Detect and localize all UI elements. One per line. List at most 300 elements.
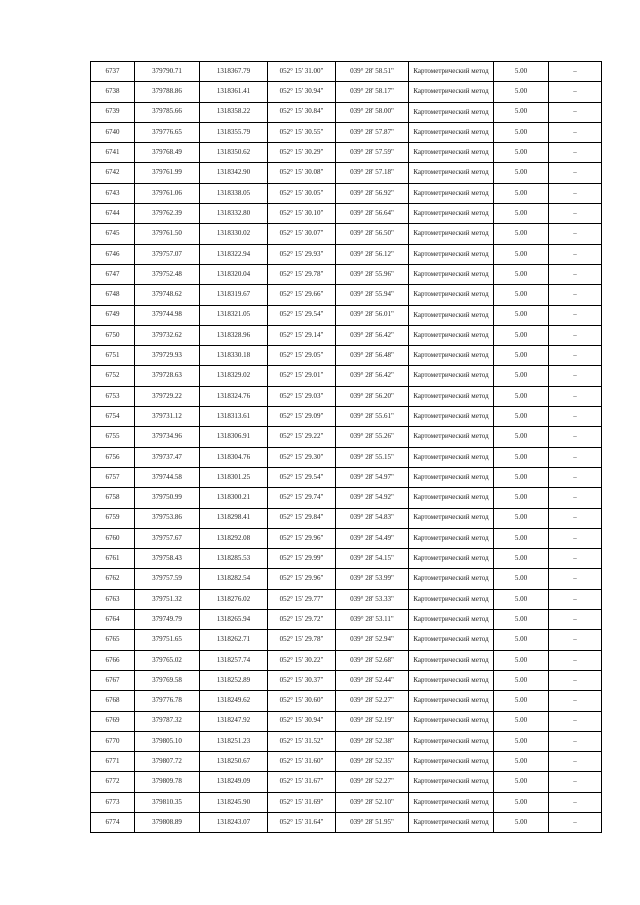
table-row	[91, 427, 602, 447]
table-row	[91, 407, 602, 427]
x-coordinate-cell: 379761.06	[135, 183, 200, 203]
x-coordinate-cell: 379752.48	[135, 264, 200, 284]
longitude-cell: 039° 28' 52.94"	[336, 630, 409, 650]
y-coordinate-cell: 1318338.05	[200, 183, 268, 203]
point-number-cell: 6749	[91, 305, 135, 325]
note-cell: –	[549, 569, 602, 589]
y-coordinate-cell: 1318249.09	[200, 772, 268, 792]
x-coordinate-cell: 379788.86	[135, 82, 200, 102]
table-row	[91, 204, 602, 224]
method-cell: Картометрический метод	[409, 204, 494, 224]
table-row	[91, 589, 602, 609]
y-coordinate-cell: 1318319.67	[200, 285, 268, 305]
note-cell: –	[549, 630, 602, 650]
point-number-cell: 6765	[91, 630, 135, 650]
accuracy-cell: 5.00	[494, 183, 549, 203]
x-coordinate-cell: 379750.99	[135, 488, 200, 508]
table-row	[91, 183, 602, 203]
accuracy-cell: 5.00	[494, 792, 549, 812]
note-cell: –	[549, 325, 602, 345]
table-row	[91, 549, 602, 569]
latitude-cell: 052° 15' 29.54"	[268, 467, 336, 487]
latitude-cell: 052° 15' 29.84"	[268, 508, 336, 528]
latitude-cell: 052° 15' 30.22"	[268, 650, 336, 670]
x-coordinate-cell: 379749.79	[135, 610, 200, 630]
point-number-cell: 6756	[91, 447, 135, 467]
note-cell: –	[549, 447, 602, 467]
table-row	[91, 630, 602, 650]
accuracy-cell: 5.00	[494, 528, 549, 548]
table-row	[91, 102, 602, 122]
note-cell: –	[549, 285, 602, 305]
latitude-cell: 052° 15' 30.55"	[268, 122, 336, 142]
table-row	[91, 447, 602, 467]
point-number-cell: 6769	[91, 711, 135, 731]
accuracy-cell: 5.00	[494, 264, 549, 284]
y-coordinate-cell: 1318298.41	[200, 508, 268, 528]
point-number-cell: 6748	[91, 285, 135, 305]
longitude-cell: 039° 28' 52.27"	[336, 691, 409, 711]
latitude-cell: 052° 15' 31.60"	[268, 752, 336, 772]
y-coordinate-cell: 1318330.18	[200, 346, 268, 366]
accuracy-cell: 5.00	[494, 589, 549, 609]
method-cell: Картометрический метод	[409, 285, 494, 305]
x-coordinate-cell: 379748.62	[135, 285, 200, 305]
point-number-cell: 6744	[91, 204, 135, 224]
method-cell: Картометрический метод	[409, 82, 494, 102]
y-coordinate-cell: 1318301.25	[200, 467, 268, 487]
x-coordinate-cell: 379757.67	[135, 528, 200, 548]
accuracy-cell: 5.00	[494, 204, 549, 224]
table-row	[91, 325, 602, 345]
x-coordinate-cell: 379768.49	[135, 143, 200, 163]
accuracy-cell: 5.00	[494, 549, 549, 569]
note-cell: –	[549, 62, 602, 82]
y-coordinate-cell: 1318324.76	[200, 386, 268, 406]
x-coordinate-cell: 379761.50	[135, 224, 200, 244]
method-cell: Картометрический метод	[409, 549, 494, 569]
longitude-cell: 039° 28' 54.83"	[336, 508, 409, 528]
longitude-cell: 039° 28' 57.87"	[336, 122, 409, 142]
accuracy-cell: 5.00	[494, 285, 549, 305]
y-coordinate-cell: 1318320.04	[200, 264, 268, 284]
method-cell: Картометрический метод	[409, 772, 494, 792]
longitude-cell: 039° 28' 58.17"	[336, 82, 409, 102]
method-cell: Картометрический метод	[409, 305, 494, 325]
method-cell: Картометрический метод	[409, 346, 494, 366]
note-cell: –	[549, 610, 602, 630]
accuracy-cell: 5.00	[494, 143, 549, 163]
point-number-cell: 6747	[91, 264, 135, 284]
point-number-cell: 6772	[91, 772, 135, 792]
latitude-cell: 052° 15' 30.05"	[268, 183, 336, 203]
method-cell: Картометрический метод	[409, 691, 494, 711]
table-row	[91, 366, 602, 386]
accuracy-cell: 5.00	[494, 386, 549, 406]
accuracy-cell: 5.00	[494, 224, 549, 244]
x-coordinate-cell: 379732.62	[135, 325, 200, 345]
table-row	[91, 488, 602, 508]
accuracy-cell: 5.00	[494, 711, 549, 731]
accuracy-cell: 5.00	[494, 772, 549, 792]
y-coordinate-cell: 1318257.74	[200, 650, 268, 670]
accuracy-cell: 5.00	[494, 62, 549, 82]
note-cell: –	[549, 812, 602, 832]
note-cell: –	[549, 691, 602, 711]
method-cell: Картометрический метод	[409, 143, 494, 163]
method-cell: Картометрический метод	[409, 488, 494, 508]
note-cell: –	[549, 244, 602, 264]
x-coordinate-cell: 379751.65	[135, 630, 200, 650]
longitude-cell: 039° 28' 56.20"	[336, 386, 409, 406]
note-cell: –	[549, 305, 602, 325]
y-coordinate-cell: 1318332.80	[200, 204, 268, 224]
coordinates-table	[90, 61, 602, 833]
table-row	[91, 508, 602, 528]
longitude-cell: 039° 28' 56.50"	[336, 224, 409, 244]
latitude-cell: 052° 15' 30.08"	[268, 163, 336, 183]
x-coordinate-cell: 379810.35	[135, 792, 200, 812]
note-cell: –	[549, 366, 602, 386]
longitude-cell: 039° 28' 54.15"	[336, 549, 409, 569]
longitude-cell: 039° 28' 52.10"	[336, 792, 409, 812]
y-coordinate-cell: 1318251.23	[200, 731, 268, 751]
point-number-cell: 6757	[91, 467, 135, 487]
table-row	[91, 650, 602, 670]
method-cell: Картометрический метод	[409, 467, 494, 487]
method-cell: Картометрический метод	[409, 630, 494, 650]
longitude-cell: 039° 28' 53.11"	[336, 610, 409, 630]
table-row	[91, 264, 602, 284]
longitude-cell: 039° 28' 56.48"	[336, 346, 409, 366]
table-row	[91, 772, 602, 792]
note-cell: –	[549, 752, 602, 772]
point-number-cell: 6741	[91, 143, 135, 163]
note-cell: –	[549, 183, 602, 203]
accuracy-cell: 5.00	[494, 670, 549, 690]
accuracy-cell: 5.00	[494, 366, 549, 386]
accuracy-cell: 5.00	[494, 488, 549, 508]
y-coordinate-cell: 1318329.02	[200, 366, 268, 386]
point-number-cell: 6766	[91, 650, 135, 670]
accuracy-cell: 5.00	[494, 650, 549, 670]
table-row	[91, 244, 602, 264]
latitude-cell: 052° 15' 29.66"	[268, 285, 336, 305]
method-cell: Картометрический метод	[409, 163, 494, 183]
table-row	[91, 143, 602, 163]
table-row	[91, 224, 602, 244]
accuracy-cell: 5.00	[494, 731, 549, 751]
method-cell: Картометрический метод	[409, 812, 494, 832]
longitude-cell: 039° 28' 52.44"	[336, 670, 409, 690]
table-row	[91, 711, 602, 731]
table-row	[91, 569, 602, 589]
point-number-cell: 6768	[91, 691, 135, 711]
longitude-cell: 039° 28' 57.59"	[336, 143, 409, 163]
y-coordinate-cell: 1318282.54	[200, 569, 268, 589]
coordinates-table-body	[91, 62, 602, 833]
note-cell: –	[549, 670, 602, 690]
method-cell: Картометрический метод	[409, 386, 494, 406]
x-coordinate-cell: 379808.89	[135, 812, 200, 832]
point-number-cell: 6740	[91, 122, 135, 142]
x-coordinate-cell: 379776.78	[135, 691, 200, 711]
method-cell: Картометрический метод	[409, 670, 494, 690]
latitude-cell: 052° 15' 31.67"	[268, 772, 336, 792]
point-number-cell: 6763	[91, 589, 135, 609]
x-coordinate-cell: 379807.72	[135, 752, 200, 772]
y-coordinate-cell: 1318350.62	[200, 143, 268, 163]
method-cell: Картометрический метод	[409, 183, 494, 203]
x-coordinate-cell: 379785.66	[135, 102, 200, 122]
x-coordinate-cell: 379757.59	[135, 569, 200, 589]
point-number-cell: 6761	[91, 549, 135, 569]
table-row	[91, 386, 602, 406]
accuracy-cell: 5.00	[494, 467, 549, 487]
point-number-cell: 6754	[91, 407, 135, 427]
point-number-cell: 6752	[91, 366, 135, 386]
accuracy-cell: 5.00	[494, 244, 549, 264]
note-cell: –	[549, 488, 602, 508]
y-coordinate-cell: 1318342.90	[200, 163, 268, 183]
y-coordinate-cell: 1318285.53	[200, 549, 268, 569]
method-cell: Картометрический метод	[409, 325, 494, 345]
latitude-cell: 052° 15' 29.01"	[268, 366, 336, 386]
latitude-cell: 052° 15' 29.96"	[268, 569, 336, 589]
table-row	[91, 812, 602, 832]
accuracy-cell: 5.00	[494, 122, 549, 142]
y-coordinate-cell: 1318358.22	[200, 102, 268, 122]
method-cell: Картометрический метод	[409, 752, 494, 772]
y-coordinate-cell: 1318330.02	[200, 224, 268, 244]
note-cell: –	[549, 386, 602, 406]
method-cell: Картометрический метод	[409, 122, 494, 142]
accuracy-cell: 5.00	[494, 752, 549, 772]
method-cell: Картометрический метод	[409, 102, 494, 122]
y-coordinate-cell: 1318276.02	[200, 589, 268, 609]
longitude-cell: 039° 28' 54.49"	[336, 528, 409, 548]
longitude-cell: 039° 28' 52.27"	[336, 772, 409, 792]
note-cell: –	[549, 467, 602, 487]
x-coordinate-cell: 379809.78	[135, 772, 200, 792]
x-coordinate-cell: 379734.96	[135, 427, 200, 447]
latitude-cell: 052° 15' 30.10"	[268, 204, 336, 224]
longitude-cell: 039° 28' 53.99"	[336, 569, 409, 589]
latitude-cell: 052° 15' 29.22"	[268, 427, 336, 447]
accuracy-cell: 5.00	[494, 82, 549, 102]
accuracy-cell: 5.00	[494, 569, 549, 589]
longitude-cell: 039° 28' 53.33"	[336, 589, 409, 609]
point-number-cell: 6755	[91, 427, 135, 447]
method-cell: Картометрический метод	[409, 447, 494, 467]
point-number-cell: 6771	[91, 752, 135, 772]
y-coordinate-cell: 1318306.91	[200, 427, 268, 447]
table-row	[91, 346, 602, 366]
latitude-cell: 052° 15' 31.64"	[268, 812, 336, 832]
longitude-cell: 039° 28' 54.97"	[336, 467, 409, 487]
latitude-cell: 052° 15' 30.94"	[268, 82, 336, 102]
accuracy-cell: 5.00	[494, 163, 549, 183]
method-cell: Картометрический метод	[409, 650, 494, 670]
note-cell: –	[549, 711, 602, 731]
accuracy-cell: 5.00	[494, 305, 549, 325]
accuracy-cell: 5.00	[494, 427, 549, 447]
point-number-cell: 6737	[91, 62, 135, 82]
y-coordinate-cell: 1318361.41	[200, 82, 268, 102]
accuracy-cell: 5.00	[494, 610, 549, 630]
method-cell: Картометрический метод	[409, 244, 494, 264]
method-cell: Картометрический метод	[409, 610, 494, 630]
latitude-cell: 052° 15' 29.09"	[268, 407, 336, 427]
x-coordinate-cell: 379765.02	[135, 650, 200, 670]
accuracy-cell: 5.00	[494, 630, 549, 650]
table-row	[91, 731, 602, 751]
method-cell: Картометрический метод	[409, 731, 494, 751]
note-cell: –	[549, 427, 602, 447]
longitude-cell: 039° 28' 57.18"	[336, 163, 409, 183]
note-cell: –	[549, 264, 602, 284]
x-coordinate-cell: 379757.07	[135, 244, 200, 264]
accuracy-cell: 5.00	[494, 447, 549, 467]
latitude-cell: 052° 15' 29.77"	[268, 589, 336, 609]
note-cell: –	[549, 549, 602, 569]
y-coordinate-cell: 1318247.92	[200, 711, 268, 731]
table-row	[91, 691, 602, 711]
note-cell: –	[549, 143, 602, 163]
latitude-cell: 052° 15' 31.69"	[268, 792, 336, 812]
table-row	[91, 285, 602, 305]
y-coordinate-cell: 1318262.71	[200, 630, 268, 650]
x-coordinate-cell: 379787.32	[135, 711, 200, 731]
latitude-cell: 052° 15' 30.29"	[268, 143, 336, 163]
method-cell: Картометрический метод	[409, 366, 494, 386]
x-coordinate-cell: 379769.58	[135, 670, 200, 690]
point-number-cell: 6758	[91, 488, 135, 508]
accuracy-cell: 5.00	[494, 812, 549, 832]
table-row	[91, 122, 602, 142]
longitude-cell: 039° 28' 58.00"	[336, 102, 409, 122]
longitude-cell: 039° 28' 58.51"	[336, 62, 409, 82]
longitude-cell: 039° 28' 51.95"	[336, 812, 409, 832]
point-number-cell: 6762	[91, 569, 135, 589]
method-cell: Картометрический метод	[409, 589, 494, 609]
table-row	[91, 82, 602, 102]
y-coordinate-cell: 1318313.61	[200, 407, 268, 427]
x-coordinate-cell: 379737.47	[135, 447, 200, 467]
note-cell: –	[549, 731, 602, 751]
y-coordinate-cell: 1318328.96	[200, 325, 268, 345]
x-coordinate-cell: 379753.86	[135, 508, 200, 528]
point-number-cell: 6753	[91, 386, 135, 406]
method-cell: Картометрический метод	[409, 224, 494, 244]
longitude-cell: 039° 28' 55.96"	[336, 264, 409, 284]
method-cell: Картометрический метод	[409, 569, 494, 589]
point-number-cell: 6767	[91, 670, 135, 690]
method-cell: Картометрический метод	[409, 62, 494, 82]
note-cell: –	[549, 528, 602, 548]
longitude-cell: 039° 28' 54.92"	[336, 488, 409, 508]
point-number-cell: 6760	[91, 528, 135, 548]
point-number-cell: 6764	[91, 610, 135, 630]
x-coordinate-cell: 379731.12	[135, 407, 200, 427]
latitude-cell: 052° 15' 29.78"	[268, 264, 336, 284]
table-row	[91, 610, 602, 630]
accuracy-cell: 5.00	[494, 325, 549, 345]
x-coordinate-cell: 379728.63	[135, 366, 200, 386]
table-row	[91, 528, 602, 548]
longitude-cell: 039° 28' 52.35"	[336, 752, 409, 772]
latitude-cell: 052° 15' 29.99"	[268, 549, 336, 569]
y-coordinate-cell: 1318243.07	[200, 812, 268, 832]
x-coordinate-cell: 379776.65	[135, 122, 200, 142]
note-cell: –	[549, 163, 602, 183]
latitude-cell: 052° 15' 29.72"	[268, 610, 336, 630]
note-cell: –	[549, 508, 602, 528]
point-number-cell: 6759	[91, 508, 135, 528]
method-cell: Картометрический метод	[409, 528, 494, 548]
method-cell: Картометрический метод	[409, 792, 494, 812]
x-coordinate-cell: 379744.98	[135, 305, 200, 325]
note-cell: –	[549, 407, 602, 427]
y-coordinate-cell: 1318321.05	[200, 305, 268, 325]
latitude-cell: 052° 15' 30.94"	[268, 711, 336, 731]
point-number-cell: 6738	[91, 82, 135, 102]
accuracy-cell: 5.00	[494, 102, 549, 122]
y-coordinate-cell: 1318292.08	[200, 528, 268, 548]
y-coordinate-cell: 1318250.67	[200, 752, 268, 772]
latitude-cell: 052° 15' 30.60"	[268, 691, 336, 711]
table-row	[91, 163, 602, 183]
table-row	[91, 752, 602, 772]
note-cell: –	[549, 650, 602, 670]
latitude-cell: 052° 15' 29.30"	[268, 447, 336, 467]
y-coordinate-cell: 1318322.94	[200, 244, 268, 264]
accuracy-cell: 5.00	[494, 508, 549, 528]
y-coordinate-cell: 1318304.76	[200, 447, 268, 467]
latitude-cell: 052° 15' 30.37"	[268, 670, 336, 690]
latitude-cell: 052° 15' 29.96"	[268, 528, 336, 548]
point-number-cell: 6773	[91, 792, 135, 812]
x-coordinate-cell: 379805.10	[135, 731, 200, 751]
point-number-cell: 6743	[91, 183, 135, 203]
longitude-cell: 039° 28' 55.61"	[336, 407, 409, 427]
table-row	[91, 467, 602, 487]
x-coordinate-cell: 379729.22	[135, 386, 200, 406]
longitude-cell: 039° 28' 56.42"	[336, 325, 409, 345]
note-cell: –	[549, 82, 602, 102]
method-cell: Картометрический метод	[409, 427, 494, 447]
point-number-cell: 6742	[91, 163, 135, 183]
note-cell: –	[549, 589, 602, 609]
x-coordinate-cell: 379761.99	[135, 163, 200, 183]
longitude-cell: 039° 28' 55.26"	[336, 427, 409, 447]
x-coordinate-cell: 379751.32	[135, 589, 200, 609]
latitude-cell: 052° 15' 31.52"	[268, 731, 336, 751]
longitude-cell: 039° 28' 55.94"	[336, 285, 409, 305]
table-row	[91, 305, 602, 325]
x-coordinate-cell: 379758.43	[135, 549, 200, 569]
longitude-cell: 039° 28' 56.42"	[336, 366, 409, 386]
y-coordinate-cell: 1318367.79	[200, 62, 268, 82]
x-coordinate-cell: 379744.58	[135, 467, 200, 487]
longitude-cell: 039° 28' 52.38"	[336, 731, 409, 751]
y-coordinate-cell: 1318355.79	[200, 122, 268, 142]
latitude-cell: 052° 15' 29.14"	[268, 325, 336, 345]
x-coordinate-cell: 379729.93	[135, 346, 200, 366]
longitude-cell: 039° 28' 56.01"	[336, 305, 409, 325]
point-number-cell: 6746	[91, 244, 135, 264]
point-number-cell: 6745	[91, 224, 135, 244]
